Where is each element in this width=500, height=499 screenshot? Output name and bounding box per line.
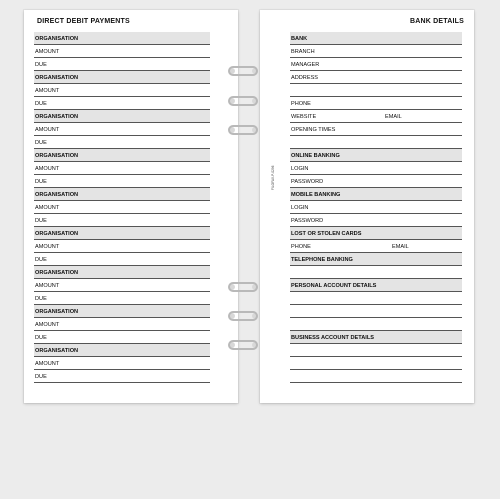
field-label: AMOUNT bbox=[35, 283, 60, 289]
organisation-row[interactable] bbox=[34, 266, 210, 279]
binder-ring bbox=[226, 340, 262, 350]
organisation-row[interactable] bbox=[34, 227, 210, 240]
field-label: DUE bbox=[35, 296, 47, 302]
blank-line[interactable] bbox=[290, 318, 462, 331]
field-label: ORGANISATION bbox=[35, 36, 79, 42]
address-line-row[interactable] bbox=[290, 84, 462, 97]
email-label: EMAIL bbox=[385, 114, 402, 120]
blank-line[interactable] bbox=[290, 292, 462, 305]
organisation-row[interactable] bbox=[34, 344, 210, 357]
field-label: PERSONAL ACCOUNT DETAILS bbox=[291, 283, 377, 289]
due-row[interactable] bbox=[34, 58, 210, 71]
field-label: DUE bbox=[35, 335, 47, 341]
opening-times-row[interactable] bbox=[290, 123, 462, 136]
field-label: DUE bbox=[35, 374, 47, 380]
field-label: ORGANISATION bbox=[35, 270, 79, 276]
amount-row[interactable] bbox=[34, 240, 210, 253]
bank-row[interactable] bbox=[290, 32, 462, 45]
field-label: DUE bbox=[35, 140, 47, 146]
field-label: PHONE bbox=[291, 244, 311, 250]
page-title: BANK DETAILS bbox=[410, 18, 464, 25]
blank-line[interactable] bbox=[290, 305, 462, 318]
manager-row[interactable] bbox=[290, 58, 462, 71]
field-label: MOBILE BANKING bbox=[291, 192, 341, 198]
due-row[interactable] bbox=[34, 370, 210, 383]
field-label: BUSINESS ACCOUNT DETAILS bbox=[291, 335, 374, 341]
branch-row[interactable] bbox=[290, 45, 462, 58]
amount-row[interactable] bbox=[34, 357, 210, 370]
page-title: DIRECT DEBIT PAYMENTS bbox=[37, 18, 130, 25]
field-label: AMOUNT bbox=[35, 166, 60, 172]
field-label: BANK bbox=[291, 36, 308, 42]
blank-line[interactable] bbox=[290, 266, 462, 279]
online-banking-row[interactable] bbox=[290, 149, 462, 162]
organisation-row[interactable] bbox=[34, 149, 210, 162]
mobile-banking-row[interactable] bbox=[290, 188, 462, 201]
binder-ring bbox=[226, 66, 262, 76]
business-account-row[interactable] bbox=[290, 331, 462, 344]
personal-account-row[interactable] bbox=[290, 279, 462, 292]
field-label: DUE bbox=[35, 257, 47, 263]
organisation-row[interactable] bbox=[34, 305, 210, 318]
field-label: PASSWORD bbox=[291, 218, 324, 224]
due-row[interactable] bbox=[34, 331, 210, 344]
field-label: ORGANISATION bbox=[35, 192, 79, 198]
binder-ring bbox=[226, 282, 262, 292]
login-row[interactable] bbox=[290, 162, 462, 175]
field-label: WEBSITE bbox=[291, 114, 317, 120]
bank-details-page bbox=[260, 10, 474, 403]
field-label: AMOUNT bbox=[35, 244, 60, 250]
field-label: BRANCH bbox=[291, 49, 315, 55]
direct-debit-page bbox=[24, 10, 238, 403]
field-label: OPENING TIMES bbox=[291, 127, 336, 133]
field-label: AMOUNT bbox=[35, 322, 60, 328]
opening-times-line-row[interactable] bbox=[290, 136, 462, 149]
field-label: ADDRESS bbox=[291, 75, 319, 81]
field-label: AMOUNT bbox=[35, 205, 60, 211]
due-row[interactable] bbox=[34, 136, 210, 149]
password-row[interactable] bbox=[290, 214, 462, 227]
field-label: MANAGER bbox=[291, 62, 320, 68]
login-row[interactable] bbox=[290, 201, 462, 214]
field-label: LOST OR STOLEN CARDS bbox=[291, 231, 362, 237]
field-label: DUE bbox=[35, 218, 47, 224]
amount-row[interactable] bbox=[34, 162, 210, 175]
field-label: AMOUNT bbox=[35, 88, 60, 94]
field-label: LOGIN bbox=[291, 205, 309, 211]
amount-row[interactable] bbox=[34, 84, 210, 97]
binder-ring bbox=[226, 125, 262, 135]
due-row[interactable] bbox=[34, 214, 210, 227]
field-label: AMOUNT bbox=[35, 49, 60, 55]
binder-ring bbox=[226, 311, 262, 321]
field-label: LOGIN bbox=[291, 166, 309, 172]
website-row[interactable] bbox=[290, 110, 462, 123]
organisation-row[interactable] bbox=[34, 32, 210, 45]
password-row[interactable] bbox=[290, 175, 462, 188]
lost-cards-phone-row[interactable] bbox=[290, 240, 462, 253]
field-label: TELEPHONE BANKING bbox=[291, 257, 353, 263]
amount-row[interactable] bbox=[34, 123, 210, 136]
field-label: ORGANISATION bbox=[35, 348, 79, 354]
amount-row[interactable] bbox=[34, 318, 210, 331]
field-label: AMOUNT bbox=[35, 127, 60, 133]
field-label: PASSWORD bbox=[291, 179, 324, 185]
due-row[interactable] bbox=[34, 253, 210, 266]
field-label: DUE bbox=[35, 179, 47, 185]
organisation-row[interactable] bbox=[34, 110, 210, 123]
due-row[interactable] bbox=[34, 97, 210, 110]
field-label: ORGANISATION bbox=[35, 75, 79, 81]
field-label: ONLINE BANKING bbox=[291, 153, 340, 159]
field-label: ORGANISATION bbox=[35, 309, 79, 315]
organisation-row[interactable] bbox=[34, 71, 210, 84]
blank-line[interactable] bbox=[290, 344, 462, 357]
field-label: DUE bbox=[35, 62, 47, 68]
amount-row[interactable] bbox=[34, 45, 210, 58]
due-row[interactable] bbox=[34, 175, 210, 188]
amount-row[interactable] bbox=[34, 279, 210, 292]
field-label: ORGANISATION bbox=[35, 114, 79, 120]
phone-row[interactable] bbox=[290, 97, 462, 110]
field-label: AMOUNT bbox=[35, 361, 60, 367]
email-label: EMAIL bbox=[392, 244, 409, 250]
address-row[interactable] bbox=[290, 71, 462, 84]
edge-code: FILOFAX-P-0296 bbox=[271, 165, 275, 190]
field-label: DUE bbox=[35, 101, 47, 107]
amount-row[interactable] bbox=[34, 201, 210, 214]
organisation-row[interactable] bbox=[34, 188, 210, 201]
blank-line[interactable] bbox=[290, 370, 462, 383]
binder-ring bbox=[226, 96, 262, 106]
field-label: ORGANISATION bbox=[35, 231, 79, 237]
blank-line[interactable] bbox=[290, 357, 462, 370]
field-label: ORGANISATION bbox=[35, 153, 79, 159]
lost-cards-row[interactable] bbox=[290, 227, 462, 240]
due-row[interactable] bbox=[34, 292, 210, 305]
field-label: PHONE bbox=[291, 101, 311, 107]
telephone-banking-row[interactable] bbox=[290, 253, 462, 266]
